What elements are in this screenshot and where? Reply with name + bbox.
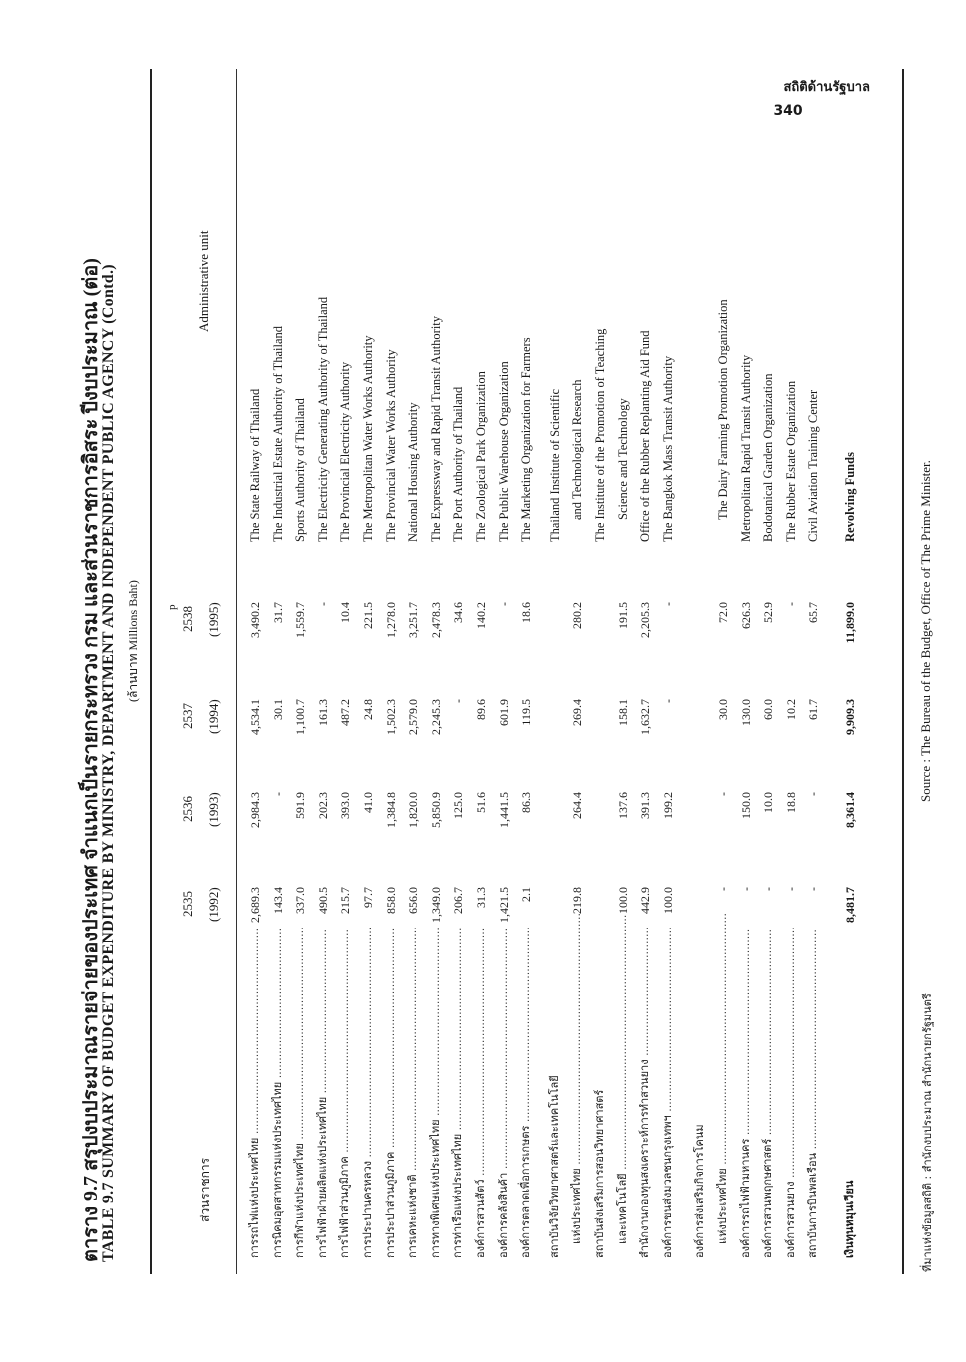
table-row [470,0,492,1362]
table-row [357,0,379,1362]
value-cell: 858.0 [383,887,398,914]
value-cell: 337.0 [293,887,308,914]
top-rule [150,69,152,1274]
value-cell: - [496,602,511,606]
value-cell: 191.5 [615,602,630,629]
value-cell: 18.8 [783,792,798,813]
value-cell: 2,205.3 [638,602,653,638]
row-label-english: The Dairy Farming Promotion Organization [716,299,730,520]
value-cell: 2,478.3 [428,602,443,638]
value-cell: 1,349.0 [428,887,443,923]
value-cell: - [783,602,798,606]
value-cell: 60.0 [761,699,776,720]
row-label-english: The Metropolitan Water Works Authority [361,335,375,542]
row-label-english: The State Railway of Thailand [248,388,262,542]
value-cell: 30.0 [716,699,730,720]
value-cell: 97.7 [361,887,375,908]
row-label-english: The Institute of the Promotion of Teaching [593,328,607,542]
row-label-thai: การประปาส่วนภูมิภาค ..... [380,928,402,1258]
preliminary-flag: p [166,604,178,610]
value-cell: 442.9 [638,887,653,914]
year-header-1-en: (1992) [206,887,221,922]
value-cell: 2,984.3 [248,792,262,828]
row-label-english: The Marketing Organization for Farmers [519,337,534,542]
value-cell: 24.8 [361,699,375,720]
year-header-4-en: (1995) [206,602,221,637]
value-cell: 51.6 [474,792,488,813]
value-cell: - [738,887,753,891]
value-cell: - [806,792,821,796]
row-label-thai: การกีฬาแห่งประเทศไทย ..... [289,928,311,1258]
value-cell: 199.2 [660,792,675,819]
table-title-english: TABLE 9.7 SUMMARY OF BUDGET EXPENDITURE BY MINISTRY, DEPARTMENT AND INDEPENDENT PUBLIC AGENCY (Contd.) [100,264,117,1262]
value-cell: 34.6 [451,602,466,623]
value-cell: - [451,699,466,703]
row-label-english: Metropolitan Rapid Transit Authority [738,354,753,542]
row-label-thai: องค์การสวนพฤกษศาสตร์ ..... [757,928,779,1258]
value-cell: 280.2 [570,602,585,629]
table-row [544,0,566,1362]
total-1994: 9,909.3 [843,699,857,735]
row-label-thai: องค์การรถไฟฟ้ามหานคร ..... [735,928,757,1258]
table-row [267,0,289,1362]
value-cell: 140.2 [474,602,488,629]
value-cell: - [761,887,776,891]
value-cell: 1,384.8 [383,792,398,828]
row-label-english: Bodotanical Garden Organization [761,373,776,542]
value-cell: 143.4 [270,887,285,914]
row-label-english: Thailand Institute of Scientific [547,388,562,542]
value-cell: 1,502.3 [383,699,398,735]
year-header-3-th: 2537 [180,703,195,729]
source-english: Source : The Bureau of the Budget, Office of The Prime Minister. [918,460,933,802]
table-row [515,0,537,1362]
row-label-thai: องค์การสวนยาง ..... [780,928,802,1258]
value-cell: 65.7 [806,602,821,623]
value-cell: 1,820.0 [406,792,421,828]
total-label-english: Revolving Funds [843,452,857,542]
value-cell: - [716,887,730,891]
value-cell: - [716,792,730,796]
year-header-2-en: (1993) [206,792,221,827]
total-1993: 8,361.4 [843,792,857,828]
row-label-english: The Port Authority of Thailand [451,386,466,542]
year-header-4-th: 2538 [180,606,195,632]
row-label-thai: การไฟฟ้าฝ่ายผลิตแห่งประเทศไทย ..... [312,928,334,1258]
value-cell: 2,579.0 [406,699,421,735]
row-label-thai: องค์การตลาดเพื่อการเกษตร ..... [515,928,537,1258]
value-cell: 269.4 [570,699,585,726]
value-cell: 1,441.5 [496,792,511,828]
row-label-thai: การท่าเรือแห่งประเทศไทย ..... [447,928,469,1258]
row-label-english: The Bangkok Mass Transit Authority [660,355,675,542]
value-cell: 2.1 [519,887,534,902]
row-label-english: The Rubber Estate Organization [783,380,798,542]
table-row [589,0,611,1362]
total-row [839,0,861,1362]
value-cell: - [660,699,675,703]
row-label-thai: การนิคมอุตสาหกรรมแห่งประเทศไทย ..... [267,928,289,1258]
source-thai: ที่มาแห่งข้อมูลสถิติ : สำนักงบประมาณ สำนักนายกรัฐมนตรี [921,993,934,1272]
row-label-english: The Provincial Water Works Authority [383,349,398,542]
value-cell: 264.4 [570,792,585,819]
value-cell: 30.1 [270,699,285,720]
value-cell: 391.3 [638,792,653,819]
value-cell: 1,559.7 [293,602,308,638]
row-label-english: The Zoological Park Organization [474,371,488,542]
unit-label: (ล้านบาท Millions Baht) [126,580,140,702]
value-cell: 490.5 [315,887,330,914]
value-cell: - [660,602,675,606]
section-title: สถิติด้านรัฐบาล [783,80,870,95]
table-row [493,0,515,1362]
value-cell: 601.9 [496,699,511,726]
row-label-english: Sports Authority of Thailand [293,398,308,542]
value-cell: 52.9 [761,602,776,623]
value-cell: 393.0 [338,792,353,819]
value-cell: 10.2 [783,699,798,720]
value-cell: 161.3 [315,699,330,726]
row-label-english: The Industrial Estate Authority of Thailand [270,325,285,542]
row-label-thai: สถาบันการบินพลเรือน ..... [802,928,824,1258]
year-header-1-th: 2535 [180,891,195,917]
total-1995: 11,899.0 [843,602,857,644]
value-cell: 656.0 [406,887,421,914]
value-cell: - [315,602,330,606]
row-label-english: The Public Warehouse Organization [496,361,511,542]
row-label-thai: การทางพิเศษแห่งประเทศไทย ..... [425,928,447,1258]
row-label-english: The Expressway and Rapid Transit Authority [428,315,443,542]
row-label-english: Civil Aviation Training Center [806,389,821,542]
value-cell: 1,632.7 [638,699,653,735]
value-cell: 72.0 [716,602,730,623]
table-title-thai: ตาราง 9.7 สรุปงบประมาณรายจ่ายของประเทศ จำแนกเป็นรายกระทรวง กรม และส่วนราชการอิสระ ปีงบประมาณ (ต่อ) [80,258,102,1262]
row-label-thai: แห่งประเทศไทย ..... [712,914,734,1258]
value-cell: 10.4 [338,602,353,623]
row-label-thai: สถาบันวิจัยวิทยาศาสตร์และเทคโนโลยี [547,1075,561,1258]
value-cell: 219.8 [570,887,585,914]
value-cell: 100.0 [615,887,630,914]
row-label-thai: การรถไฟแห่งประเทศไทย ..... [244,928,266,1258]
value-cell: 1,100.7 [293,699,308,735]
table-row [425,0,447,1362]
row-label-english: The Electricity Generating Authority of Thailand [315,296,330,542]
page-number: 340 [773,103,803,119]
year-header-3-en: (1994) [206,699,221,734]
value-cell: 125.0 [451,792,466,819]
value-cell: 100.0 [660,887,675,914]
column-header-thai: ส่วนราชการ [198,1157,212,1222]
table-row [657,0,679,1362]
table-row [447,0,469,1362]
value-cell: 487.2 [338,699,353,726]
value-cell: 150.0 [738,792,753,819]
value-cell: 5,850.9 [428,792,443,828]
table-row [402,0,424,1362]
table-row [735,0,757,1362]
row-label-thai: องค์การขนส่งมวลชนกรุงเทพฯ ..... [657,928,679,1258]
value-cell: 137.6 [615,792,630,819]
year-header-2-th: 2536 [180,796,195,822]
row-label-english: The Provincial Electricity Authority [338,361,353,542]
value-cell: 206.7 [451,887,466,914]
value-cell: 119.5 [519,699,534,726]
row-label-thai: สำนักงานกองทุนสงเคราะห์การทำสวนยาง ..... [634,928,656,1258]
row-label-english: Office of the Rubber Replanting Aid Fund [638,330,653,542]
value-cell: 4,534.1 [248,699,262,735]
table-row [712,0,734,1362]
table-row [612,0,634,1362]
bottom-rule [902,69,904,1274]
row-label-english: National Housing Authority [406,402,421,542]
total-label-thai: เงินทุนหมุนเวียน [843,1180,856,1258]
table-row [244,0,266,1362]
value-cell: 61.7 [806,699,821,720]
row-label-thai: การไฟฟ้าส่วนภูมิภาค ..... [334,928,356,1258]
value-cell: 1,278.0 [383,602,398,638]
column-header-english: Administrative unit [196,230,211,332]
value-cell: - [783,887,798,891]
value-cell: 89.6 [474,699,488,720]
value-cell: 221.5 [361,602,375,629]
row-label-english: Science and Technology [615,398,630,520]
value-cell: 41.0 [361,792,375,813]
row-label-thai: การเคหะแห่งชาติ ..... [402,928,424,1258]
value-cell: 86.3 [519,792,534,813]
table-row [634,0,656,1362]
row-label-thai: องค์การสวนสัตว์ ..... [470,928,492,1258]
row-label-thai: สถาบันส่งเสริมการสอนวิทยาศาสตร์ [593,1089,606,1258]
table-row [757,0,779,1362]
total-1992: 8,481.7 [843,887,857,923]
value-cell: 626.3 [738,602,753,629]
value-cell: - [270,792,285,796]
value-cell: 202.3 [315,792,330,819]
value-cell: 2,245.3 [428,699,443,735]
table-row [380,0,402,1362]
row-label-thai: องค์การคลังสินค้า ..... [493,928,515,1258]
value-cell: 18.6 [519,602,534,623]
value-cell: 215.7 [338,887,353,914]
value-cell: 3,251.7 [406,602,421,638]
value-cell: 31.3 [474,887,488,908]
value-cell: 130.0 [738,699,753,726]
row-label-thai: การประปานครหลวง ..... [357,928,379,1258]
table-row [802,0,824,1362]
value-cell: - [806,887,821,891]
value-cell: 10.0 [761,792,776,813]
row-label-thai: และเทคโนโลยี ..... [612,914,634,1258]
table-row [689,0,711,1362]
value-cell: 591.9 [293,792,308,819]
value-cell: 1,421.5 [496,887,511,923]
value-cell: 3,490.2 [248,602,262,638]
row-label-thai: แห่งประเทศไทย ..... [566,914,588,1258]
value-cell: 2,689.3 [248,887,262,923]
table-row [780,0,802,1362]
row-label-english: and Technological Research [570,379,585,520]
table-row [566,0,588,1362]
header-rule [236,69,237,1274]
table-row [312,0,334,1362]
value-cell: 158.1 [615,699,630,726]
value-cell: 31.7 [270,602,285,623]
row-label-thai: องค์การส่งเสริมกิจการโคนม [693,1124,707,1258]
table-row [334,0,356,1362]
table-row [289,0,311,1362]
